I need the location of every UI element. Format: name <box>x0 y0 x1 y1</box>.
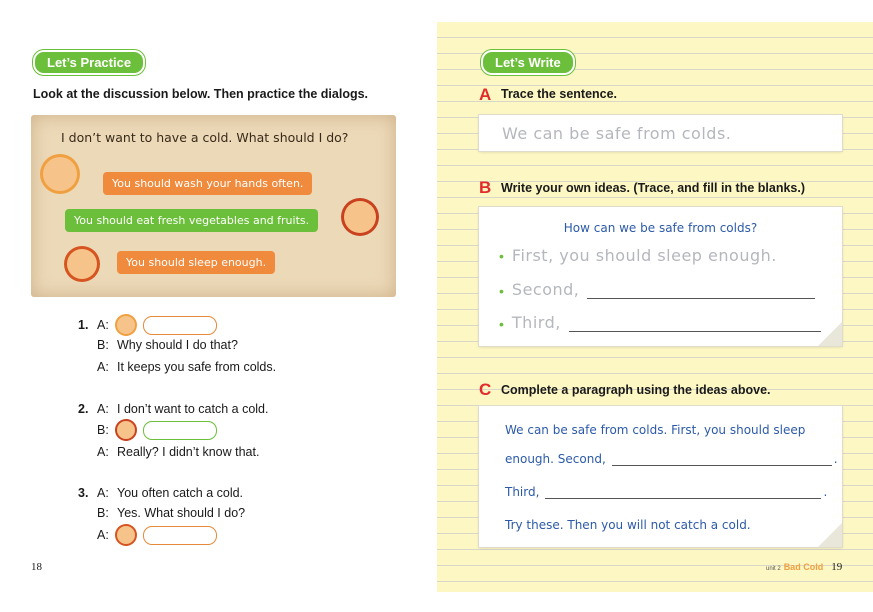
speaker-label: A: <box>97 445 109 459</box>
section-a-instruction: Trace the sentence. <box>501 87 618 101</box>
paragraph-card-c <box>479 406 842 547</box>
dialog-number: 3. <box>78 486 89 500</box>
answer-line[interactable] <box>569 315 821 332</box>
paragraph-line-3 <box>505 484 827 499</box>
boy-avatar-1 <box>344 201 376 233</box>
speaker-label: A: <box>97 360 109 374</box>
dialog-number: 1. <box>78 318 89 332</box>
speech-bubble-eat-vegetables: You should eat fresh vegetables and fruits. <box>65 209 318 232</box>
paragraph-text: Third, <box>505 485 540 499</box>
ideas-card-b <box>479 207 842 346</box>
section-c-instruction: Complete a paragraph using the ideas above. <box>501 383 771 397</box>
practice-instruction: Look at the discussion below. Then practice the dialogs. <box>33 87 369 101</box>
unit-title: Bad Cold <box>783 562 824 572</box>
trace-sentence: We can be safe from colds. <box>502 124 732 143</box>
boy-avatar-2 <box>67 249 97 279</box>
dialog-2 <box>78 400 268 462</box>
speaker-label: B: <box>97 506 109 520</box>
answer-line[interactable] <box>545 484 821 499</box>
speech-bubble-sleep: You should sleep enough. <box>117 251 275 274</box>
answer-line[interactable] <box>587 282 815 299</box>
boy-avatar-small <box>117 526 135 544</box>
discussion-question: I don’t want to have a cold. What should I do? <box>61 130 349 145</box>
page-number-left: 18 <box>31 561 42 573</box>
idea-trace: Second, <box>511 280 580 299</box>
section-letter-a: A <box>479 85 492 104</box>
paragraph-line-1: We can be safe from colds. First, you should sleep <box>505 423 806 437</box>
bullet-dot-icon: • <box>499 283 504 299</box>
idea-trace: First, you should sleep enough. <box>511 246 777 265</box>
answer-bubble-blank[interactable] <box>143 316 217 335</box>
section-letter-b: B <box>479 178 492 197</box>
discussion-panel <box>31 115 396 297</box>
dialog-line: Yes. What should I do? <box>117 506 246 520</box>
footer-right <box>766 561 842 573</box>
speech-bubble-wash-hands: You should wash your hands often. <box>103 172 312 195</box>
dialog-1 <box>78 316 276 378</box>
boy-avatar-small <box>117 421 135 439</box>
lets-practice-label: Let’s Practice <box>33 50 145 75</box>
answer-bubble-blank[interactable] <box>143 526 217 545</box>
speaker-label: A: <box>97 402 109 416</box>
idea-item-third[interactable] <box>499 313 821 332</box>
paragraph-text: enough. Second, <box>505 452 606 466</box>
dialog-line: Why should I do that? <box>117 338 238 352</box>
speaker-label: B: <box>97 423 109 437</box>
answer-bubble-blank[interactable] <box>143 421 217 440</box>
period-glyph: . <box>823 485 828 499</box>
dialog-number: 2. <box>78 402 89 416</box>
paragraph-line-4: Try these. Then you will not catch a cold. <box>505 518 751 532</box>
lets-write-label: Let’s Write <box>481 50 575 75</box>
idea-item-first[interactable] <box>499 246 777 265</box>
dialog-line: It keeps you safe from colds. <box>117 360 277 374</box>
ideas-question: How can we be safe from colds? <box>563 221 758 235</box>
girl-avatar <box>43 157 77 191</box>
speaker-label: A: <box>97 486 109 500</box>
trace-card-a[interactable] <box>479 115 842 151</box>
dialog-line: Really? I didn’t know that. <box>117 445 260 459</box>
section-letter-c: C <box>479 380 492 399</box>
girl-avatar-small <box>117 316 135 334</box>
page-number-right: 19 <box>831 561 843 573</box>
dialog-line: I don’t want to catch a cold. <box>117 402 269 416</box>
page-curl-icon <box>818 322 842 346</box>
paragraph-line-2 <box>505 451 838 466</box>
speaker-label: A: <box>97 318 109 332</box>
page-curl-icon <box>818 523 842 547</box>
period-glyph: . <box>833 452 838 466</box>
idea-trace: Third, <box>511 313 561 332</box>
unit-label: unit 2 <box>766 566 781 572</box>
answer-line[interactable] <box>612 451 832 466</box>
bullet-dot-icon: • <box>499 247 504 264</box>
speaker-label: B: <box>97 338 109 352</box>
bullet-dot-icon: • <box>499 316 504 332</box>
dialog-line: You often catch a cold. <box>117 486 244 500</box>
dialog-3 <box>78 484 245 546</box>
idea-item-second[interactable] <box>499 280 815 299</box>
speaker-label: A: <box>97 528 109 542</box>
section-b-instruction: Write your own ideas. (Trace, and fill in the blanks.) <box>501 181 805 195</box>
